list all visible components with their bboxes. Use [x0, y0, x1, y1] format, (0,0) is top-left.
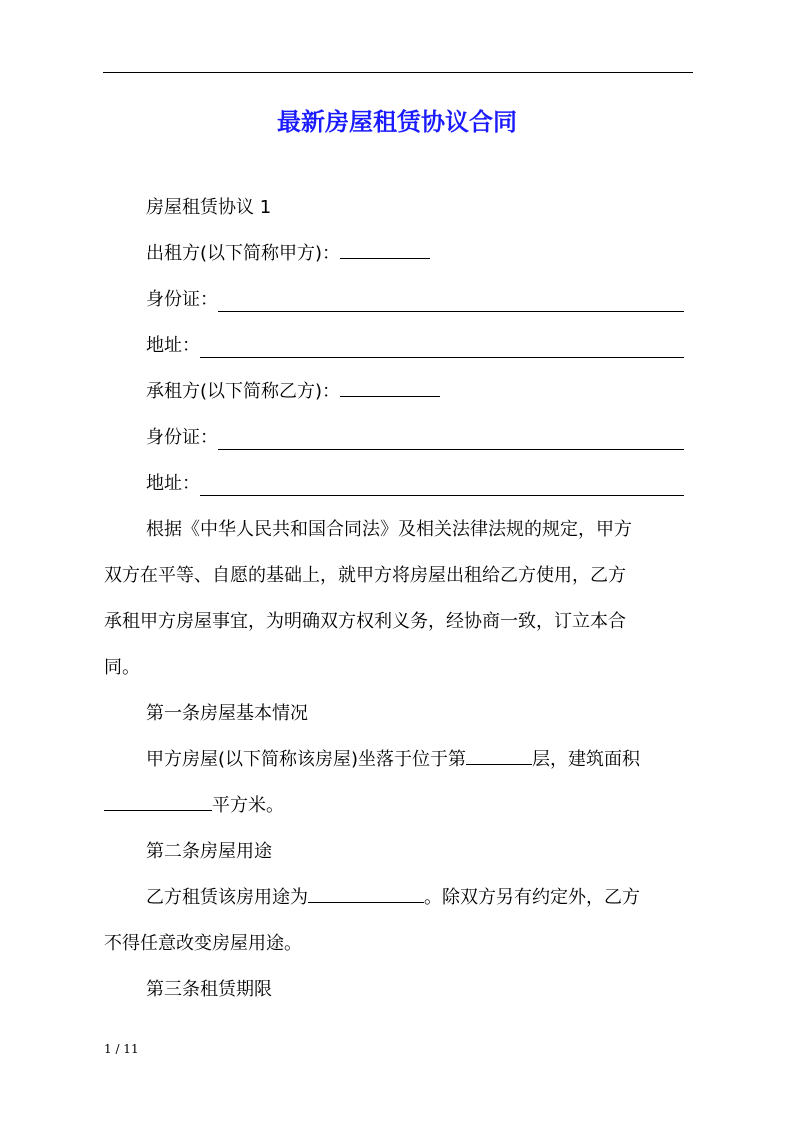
article-2-line-1: [104, 875, 688, 921]
article-2-text-b: 。除双方另有约定外，乙方: [424, 887, 640, 908]
page-indicator: 1 / 11: [104, 1042, 139, 1056]
article-2-line-2: 不得任意改变房屋用途。: [104, 933, 302, 954]
lessee-address-label: 地址：: [146, 473, 200, 494]
lessee-id-label: 身份证：: [146, 427, 218, 448]
lessee-id-blank: [218, 427, 684, 450]
lessor-label: 出租方(以下简称甲方)：: [146, 243, 341, 264]
lessor-line: [104, 231, 688, 277]
lessee-address-blank: [200, 473, 684, 496]
lessor-address-label: 地址：: [146, 335, 200, 356]
header-rule: [103, 72, 693, 73]
lessee-line: [104, 369, 688, 415]
lessee-name-blank: [340, 376, 440, 397]
preamble-line-3: 承租甲方房屋事宜，为明确双方权利义务，经协商一致，订立本合: [104, 611, 626, 632]
article-1-text-a: 甲方房屋(以下简称该房屋)坐落于位于第: [146, 749, 467, 770]
agreement-subtitle: 房屋租赁协议 1: [146, 197, 272, 218]
article-3-title: 第三条租赁期限: [146, 979, 272, 1000]
lessee-address-line: [104, 461, 688, 507]
floor-blank: [466, 744, 532, 765]
document-body: [104, 185, 688, 1013]
lessor-address-line: [104, 323, 688, 369]
lessor-id-label: 身份证：: [146, 289, 218, 310]
document-title: 最新房屋租赁协议合同: [277, 108, 517, 136]
article-2-text-a: 乙方租赁该房用途为: [146, 887, 308, 908]
article-1-text-b: 层，建筑面积: [532, 749, 641, 770]
article-1-line-2: [104, 783, 688, 829]
lessor-id-blank: [218, 289, 684, 312]
lessor-id-line: [104, 277, 688, 323]
lessor-name-blank: [340, 238, 430, 259]
article-1-text-c: 平方米。: [212, 795, 284, 816]
preamble-line-1: 根据《中华人民共和国合同法》及相关法律法规的规定，甲方: [146, 519, 632, 540]
lessee-id-line: [104, 415, 688, 461]
usage-blank: [308, 882, 424, 903]
preamble-line-2: 双方在平等、自愿的基础上，就甲方将房屋出租给乙方使用，乙方: [104, 565, 626, 586]
area-blank: [104, 790, 212, 811]
article-1-line-1: [104, 737, 688, 783]
lessor-address-blank: [200, 335, 684, 358]
preamble-line-4: 同。: [104, 657, 140, 678]
article-1-title: 第一条房屋基本情况: [146, 703, 308, 724]
lessee-label: 承租方(以下简称乙方)：: [146, 381, 341, 402]
article-2-title: 第二条房屋用途: [146, 841, 272, 862]
